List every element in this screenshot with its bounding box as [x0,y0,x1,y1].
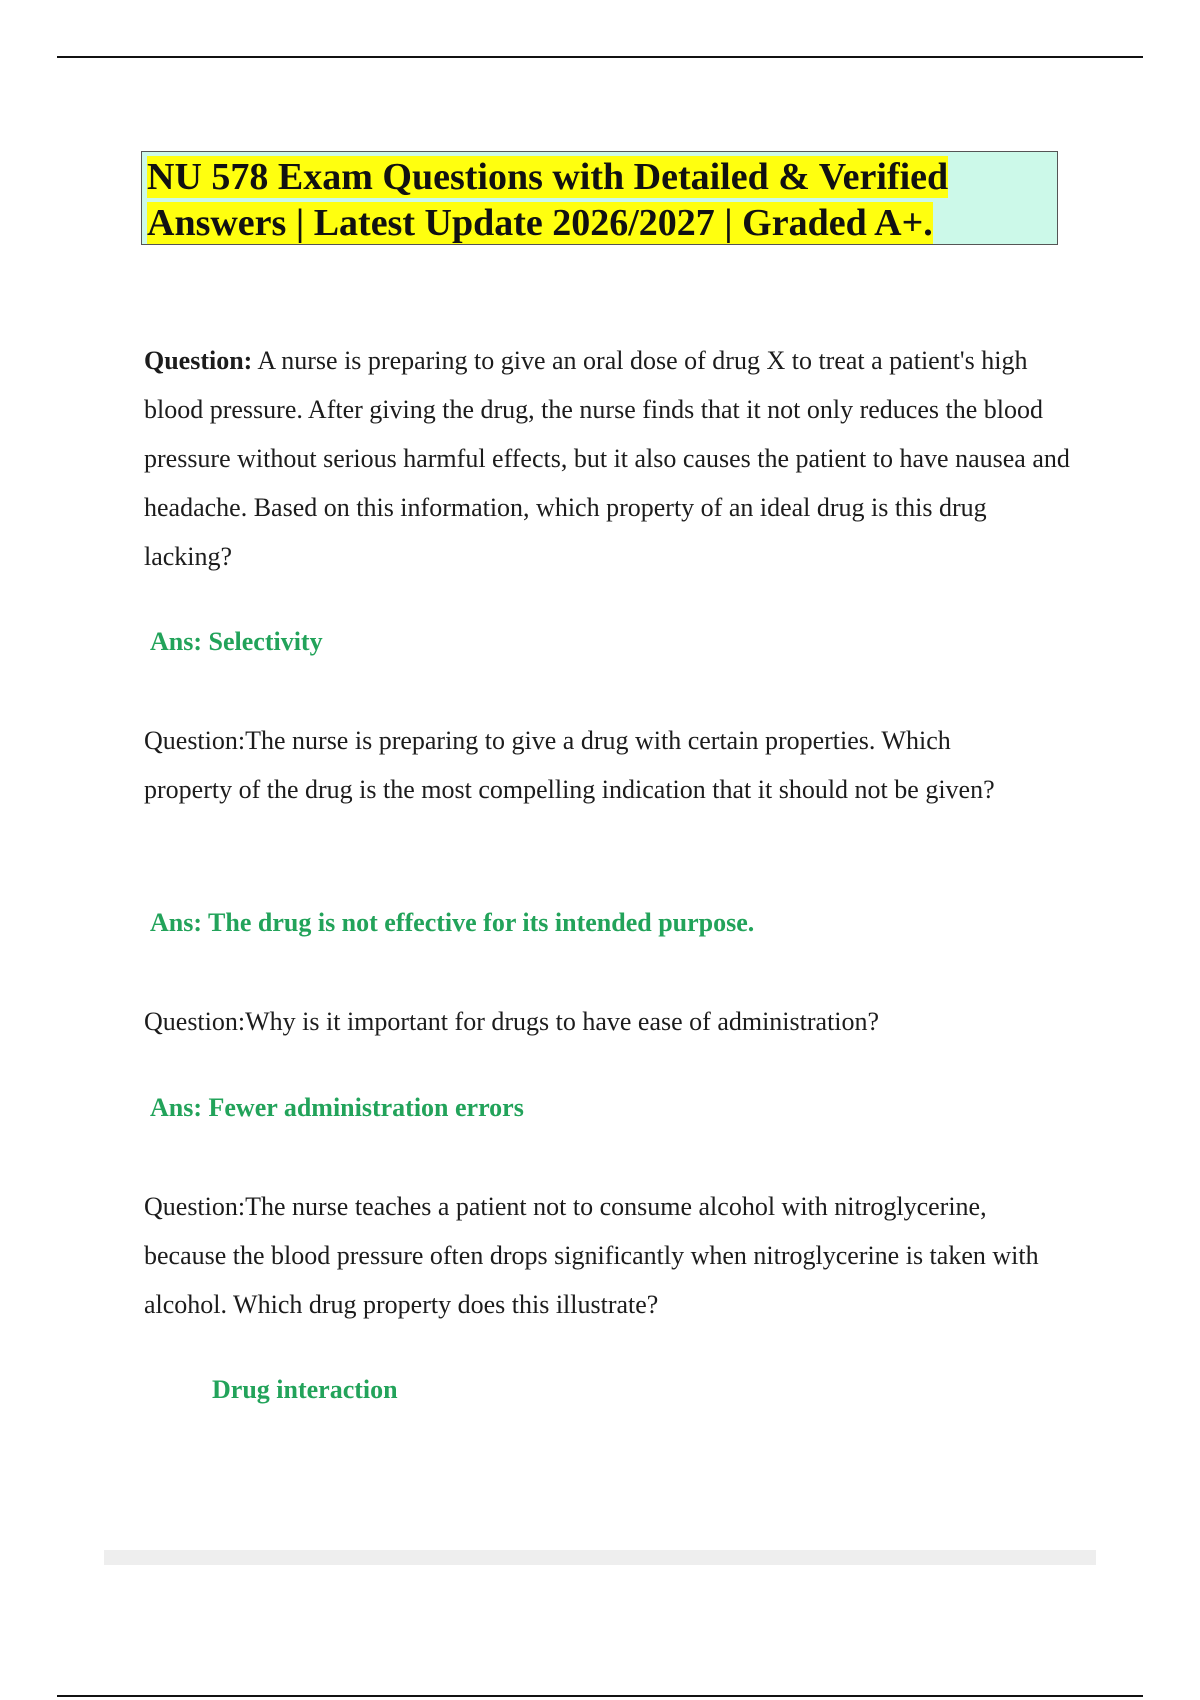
answer-2: Ans: The drug is not effective for its intended purpose. [150,908,755,937]
top-rule [57,56,1143,58]
bottom-rule [57,1695,1143,1697]
question-3 [144,997,1074,1046]
answer-4: Drug interaction [212,1375,398,1404]
title-line-1: NU 578 Exam Questions with Detailed & Verified [147,156,949,198]
question-3-text: Why is it important for drugs to have ease of administration? [245,1007,880,1036]
document-title [147,154,1047,246]
question-2-text: The nurse is preparing to give a drug with certain properties. Which property of the drug is the most compelling indication that it should not be given? [144,726,995,804]
question-4-text: The nurse teaches a patient not to consume alcohol with nitroglycerine, because the blood pressure often drops significantly when nitroglycerine is taken with alcohol. Which drug property does this illustrate? [144,1192,1039,1319]
question-2 [144,716,1024,814]
question-1-label: Question: [144,346,253,375]
footer-bar [104,1550,1096,1565]
title-box [141,151,1058,245]
question-1 [144,336,1074,581]
title-line-2: Answers | Latest Update 2026/2027 | Graded A+. [147,202,933,244]
question-3-label: Question: [144,1007,246,1036]
answer-3: Ans: Fewer administration errors [150,1093,524,1122]
question-2-label: Question: [144,726,246,755]
question-1-text: A nurse is preparing to give an oral dose of drug X to treat a patient's high blood pressure. After giving the drug, the nurse finds that it not only reduces the blood pressure without serious harmful effects, but it also causes the patient to have nausea and headache. Based on this information, which property of an ideal drug is this drug lacking? [144,346,1070,571]
answer-1: Ans: Selectivity [150,627,323,656]
question-4 [144,1182,1044,1329]
question-4-label: Question: [144,1192,246,1221]
